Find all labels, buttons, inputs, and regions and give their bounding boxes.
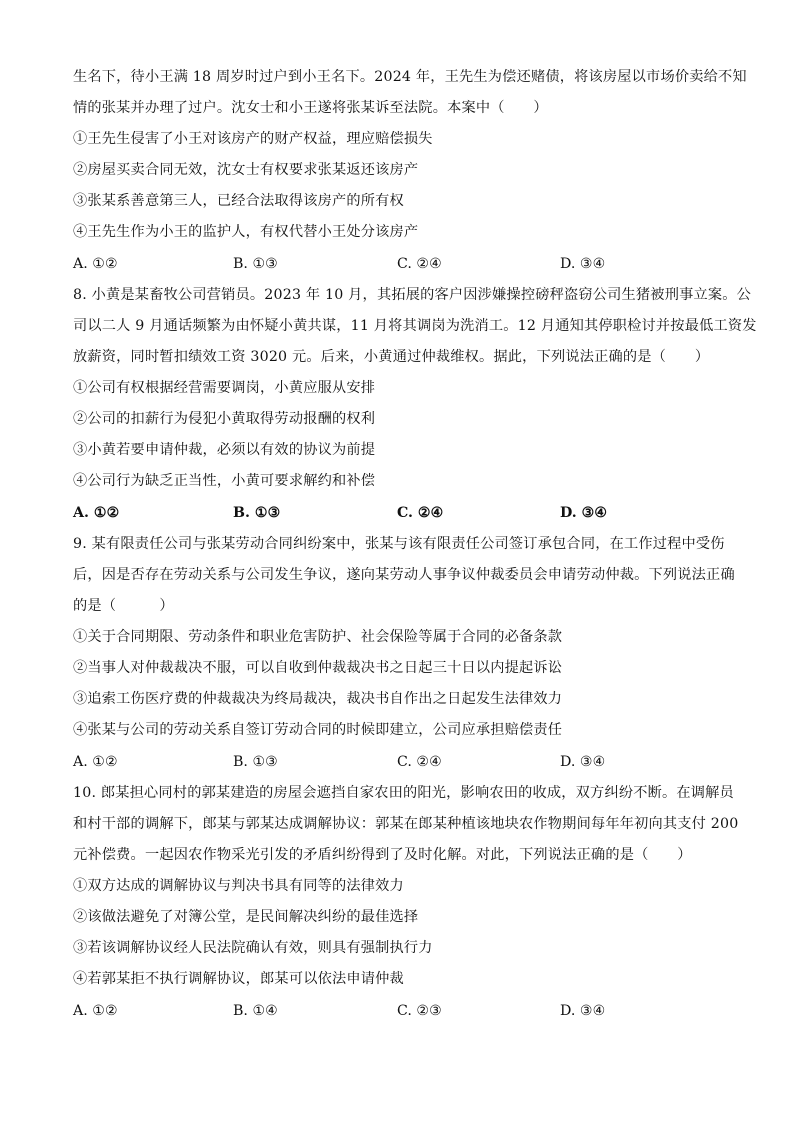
q10-item-3: ③若该调解协议经人民法院确认有效，则具有强制执行力 xyxy=(73,940,433,956)
q7-item-4: ④王先生作为小王的监护人，有权代替小王处分该房产 xyxy=(73,224,419,240)
q9-option-b: B. ①③ xyxy=(233,754,278,770)
q10-option-b: B. ①④ xyxy=(233,1003,278,1019)
q9-item-2: ②当事人对仲裁裁决不服，可以自收到仲裁裁决书之日起三十日以内提起诉讼 xyxy=(73,660,563,676)
q8-item-4: ④公司行为缺乏正当性，小黄可要求解约和补偿 xyxy=(73,473,376,489)
q9-options xyxy=(73,752,733,772)
q10-stem-line-1: 10. 郎某担心同村的郭某建造的房屋会遮挡自家农田的阳光，影响农田的收成，双方纠纷不断。在调解员 xyxy=(73,785,734,801)
q9-option-a: A. ①② xyxy=(73,754,118,770)
q8-option-d: D. ③④ xyxy=(560,505,608,521)
q7-option-a: A. ①② xyxy=(73,256,118,272)
q7-item-2: ②房屋买卖合同无效，沈女士有权要求张某返还该房产 xyxy=(73,162,419,178)
q8-option-c: C. ②④ xyxy=(397,505,444,521)
q8-stem-line-3: 放薪资，同时暂扣绩效工资 3020 元。后来，小黄通过仲裁维权。据此，下列说法正确的是（ ） xyxy=(73,349,710,365)
q7-item-3: ③张某系善意第三人，已经合法取得该房产的所有权 xyxy=(73,193,404,209)
q7-option-b: B. ①③ xyxy=(233,256,278,272)
q9-stem-line-3: 的是（ ） xyxy=(73,598,174,614)
q9-stem-line-1: 9. 某有限责任公司与张某劳动合同纠纷案中，张某与该有限责任公司签订承包合同，在工作过程中受伤 xyxy=(73,536,725,552)
q7-stem-line-1: 生名下，待小王满 18 周岁时过户到小王名下。2024 年，王先生为偿还赌债，将该房屋以市场价卖给不知 xyxy=(73,69,747,85)
q9-item-1: ①关于合同期限、劳动条件和职业危害防护、社会保险等属于合同的必备条款 xyxy=(73,629,563,645)
q8-item-1: ①公司有权根据经营需要调岗，小黄应服从安排 xyxy=(73,380,376,396)
q9-option-d: D. ③④ xyxy=(560,754,606,770)
q9-item-3: ③追索工伤医疗费的仲裁裁决为终局裁决，裁决书自作出之日起发生法律效力 xyxy=(73,691,563,707)
q10-options xyxy=(73,1001,733,1021)
q7-stem-line-2: 情的张某并办理了过户。沈女士和小王遂将张某诉至法院。本案中（ ） xyxy=(73,100,548,116)
q10-option-a: A. ①② xyxy=(73,1003,118,1019)
q9-stem-line-2: 后，因是否存在劳动关系与公司发生争议，遂向某劳动人事争议仲裁委员会申请劳动仲裁。下列说法正确 xyxy=(73,567,735,583)
q10-option-d: D. ③④ xyxy=(560,1003,606,1019)
q8-options xyxy=(73,503,733,523)
q10-item-4: ④若郭某拒不执行调解协议，郎某可以依法申请仲裁 xyxy=(73,971,404,987)
q8-item-2: ②公司的扣薪行为侵犯小黄取得劳动报酬的权利 xyxy=(73,411,376,427)
q10-option-c: C. ②③ xyxy=(397,1003,442,1019)
q10-stem-line-3: 元补偿费。一起因农作物采光引发的矛盾纠纷得到了及时化解。对此，下列说法正确的是（ ） xyxy=(73,847,692,863)
q10-item-1: ①双方达成的调解协议与判决书具有同等的法律效力 xyxy=(73,878,404,894)
q8-stem-line-2: 司以二人 9 月通话频繁为由怀疑小黄共谋，11 月将其调岗为洗消工。12 月通知其停职检讨并按最低工资发 xyxy=(73,318,757,334)
q7-option-d: D. ③④ xyxy=(560,256,606,272)
q7-item-1: ①王先生侵害了小王对该房产的财产权益，理应赔偿损失 xyxy=(73,131,433,147)
q8-option-b: B. ①③ xyxy=(233,505,281,521)
q7-options xyxy=(73,254,733,274)
q9-item-4: ④张某与公司的劳动关系自签订劳动合同的时候即建立，公司应承担赔偿责任 xyxy=(73,722,563,738)
q9-option-c: C. ②④ xyxy=(397,754,442,770)
q8-item-3: ③小黄若要申请仲裁，必须以有效的协议为前提 xyxy=(73,442,376,458)
q10-item-2: ②该做法避免了对簿公堂，是民间解决纠纷的最佳选择 xyxy=(73,909,419,925)
q8-stem-line-1: 8. 小黄是某畜牧公司营销员。2023 年 10 月，其拓展的客户因涉嫌操控磅秤盗窃公司生猪被刑事立案。公 xyxy=(73,287,752,303)
q8-option-a: A. ①② xyxy=(73,505,120,521)
q7-option-c: C. ②④ xyxy=(397,256,442,272)
q10-stem-line-2: 和村干部的调解下，郎某与郭某达成调解协议：郭某在郎某种植该地块农作物期间每年年初向其支付 200 xyxy=(73,816,739,832)
